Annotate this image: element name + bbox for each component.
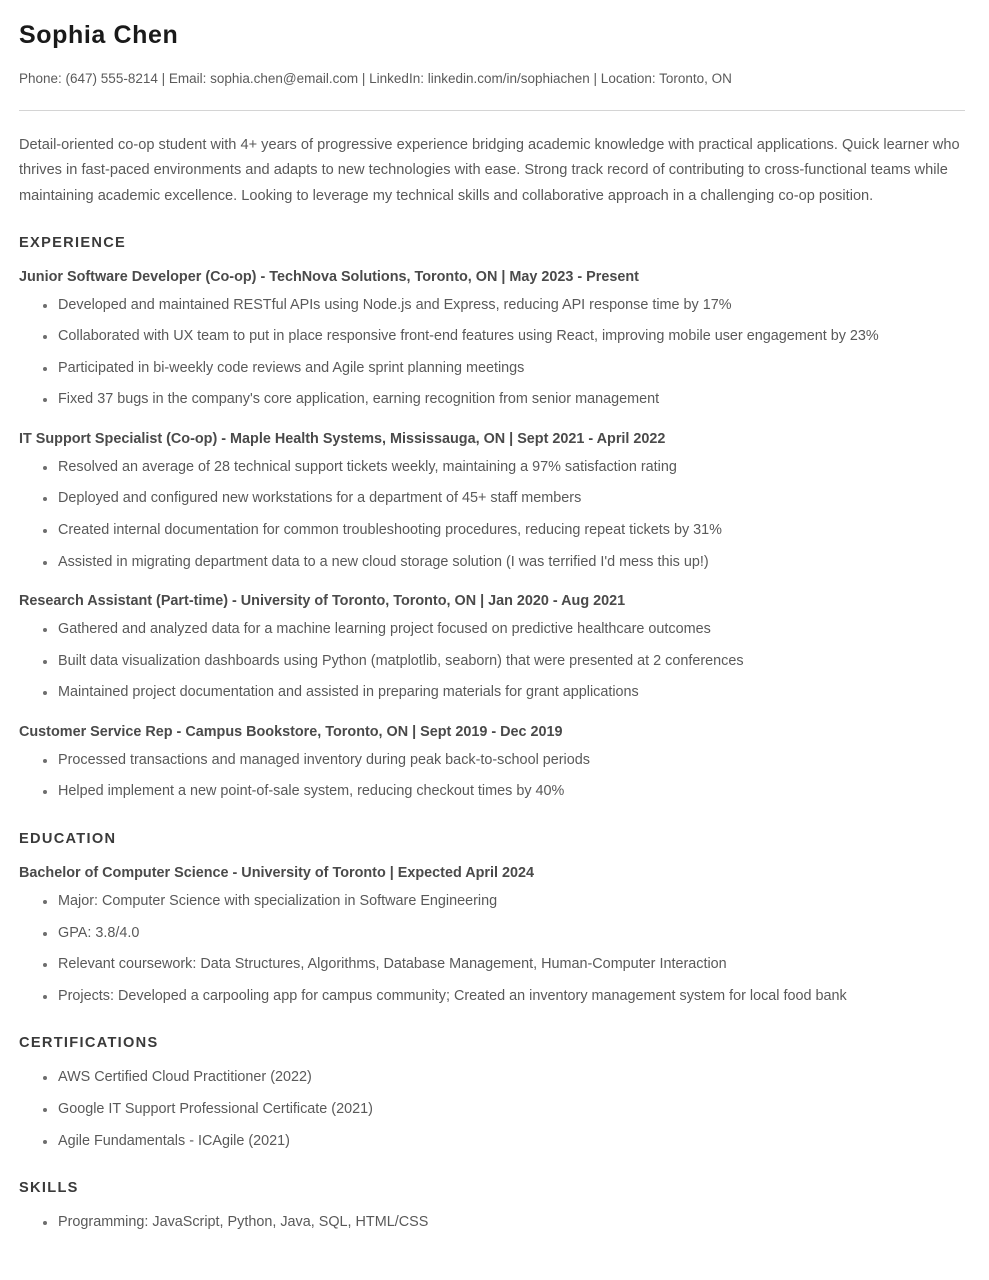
list-item: Agile Fundamentals - ICAgile (2021) <box>19 1131 965 1153</box>
experience-entry-title: IT Support Specialist (Co-op) - Maple Health Systems, Mississauga, ON | Sept 2021 - April 2022 <box>19 430 666 447</box>
list-item: Gathered and analyzed data for a machine learning project focused on predictive healthcare outcomes <box>19 619 965 641</box>
list-item: Developed and maintained RESTful APIs using Node.js and Express, reducing API response time by 17% <box>19 295 965 317</box>
education-entry <box>19 863 965 1007</box>
section-skills <box>19 1180 965 1234</box>
list-item: GPA: 3.8/4.0 <box>19 923 965 945</box>
experience-entry-title: Research Assistant (Part-time) - University of Toronto, Toronto, ON | Jan 2020 - Aug 2021 <box>19 593 626 610</box>
professional-summary: Detail-oriented co-op student with 4+ years of progressive experience bridging academic knowledge with practical applications. Quick learner who thrives in fast-paced environments and adapts to new technologies with ease. Strong track record of contributing to cross-functional teams while maintaining academic excellence. Looking to leverage my technical skills and collaborative approach in a challenging co-op position. <box>19 137 960 204</box>
list-item: Programming: JavaScript, Python, Java, SQL, HTML/CSS <box>19 1212 965 1234</box>
experience-entry-bullets <box>19 295 965 411</box>
experience-entry <box>19 267 965 411</box>
page-title: Sophia Chen <box>19 21 179 49</box>
section-heading-education: EDUCATION <box>19 831 117 848</box>
list-item: Maintained project documentation and assisted in preparing materials for grant applications <box>19 682 965 704</box>
section-heading-experience: EXPERIENCE <box>19 234 127 251</box>
experience-entry-title: Customer Service Rep - Campus Bookstore, Toronto, ON | Sept 2019 - Dec 2019 <box>19 724 563 740</box>
education-entry-title: Bachelor of Computer Science - University of Toronto | Expected April 2024 <box>19 865 535 882</box>
experience-entry-bullets <box>19 457 965 573</box>
experience-entry <box>19 591 965 704</box>
list-item: Google IT Support Professional Certificate (2021) <box>19 1099 965 1121</box>
section-certifications <box>19 1035 965 1152</box>
experience-entry <box>19 722 965 803</box>
skills-list <box>19 1212 965 1234</box>
list-item: Fixed 37 bugs in the company's core application, earning recognition from senior management <box>19 389 965 411</box>
list-item: AWS Certified Cloud Practitioner (2022) <box>19 1067 965 1089</box>
experience-entry <box>19 429 965 573</box>
list-item: Major: Computer Science with specialization in Software Engineering <box>19 891 965 913</box>
list-item: Projects: Developed a carpooling app for campus community; Created an inventory management system for local food bank <box>19 986 965 1008</box>
experience-entry-bullets <box>19 750 965 803</box>
section-heading-skills: SKILLS <box>19 1180 79 1197</box>
list-item: Relevant coursework: Data Structures, Algorithms, Database Management, Human-Computer Interaction <box>19 954 965 976</box>
list-item: Assisted in migrating department data to a new cloud storage solution (I was terrified I'd mess this up!) <box>19 552 965 574</box>
contact-line: Phone: (647) 555-8214 | Email: sophia.chen@email.com | LinkedIn: linkedin.com/in/sophiachen | Location: Toronto, ON <box>19 70 732 86</box>
list-item: Resolved an average of 28 technical support tickets weekly, maintaining a 97% satisfaction rating <box>19 457 965 479</box>
experience-entry-bullets <box>19 619 965 704</box>
list-item: Processed transactions and managed inventory during peak back-to-school periods <box>19 750 965 772</box>
experience-entry-title: Junior Software Developer (Co-op) - TechNova Solutions, Toronto, ON | May 2023 - Present <box>19 268 639 285</box>
list-item: Participated in bi-weekly code reviews and Agile sprint planning meetings <box>19 358 965 380</box>
section-experience <box>19 235 965 803</box>
education-entry-bullets <box>19 891 965 1007</box>
section-education <box>19 831 965 1007</box>
list-item: Created internal documentation for common troubleshooting procedures, reducing repeat tickets by 31% <box>19 520 965 542</box>
list-item: Collaborated with UX team to put in place responsive front-end features using React, improving mobile user engagement by 23% <box>19 326 965 348</box>
header-divider <box>19 110 965 111</box>
list-item: Helped implement a new point-of-sale system, reducing checkout times by 40% <box>19 781 965 803</box>
list-item: Deployed and configured new workstations for a department of 45+ staff members <box>19 488 965 510</box>
certifications-list <box>19 1067 965 1152</box>
list-item: Built data visualization dashboards using Python (matplotlib, seaborn) that were presented at 2 conferences <box>19 651 965 673</box>
section-heading-certifications: CERTIFICATIONS <box>19 1035 159 1052</box>
